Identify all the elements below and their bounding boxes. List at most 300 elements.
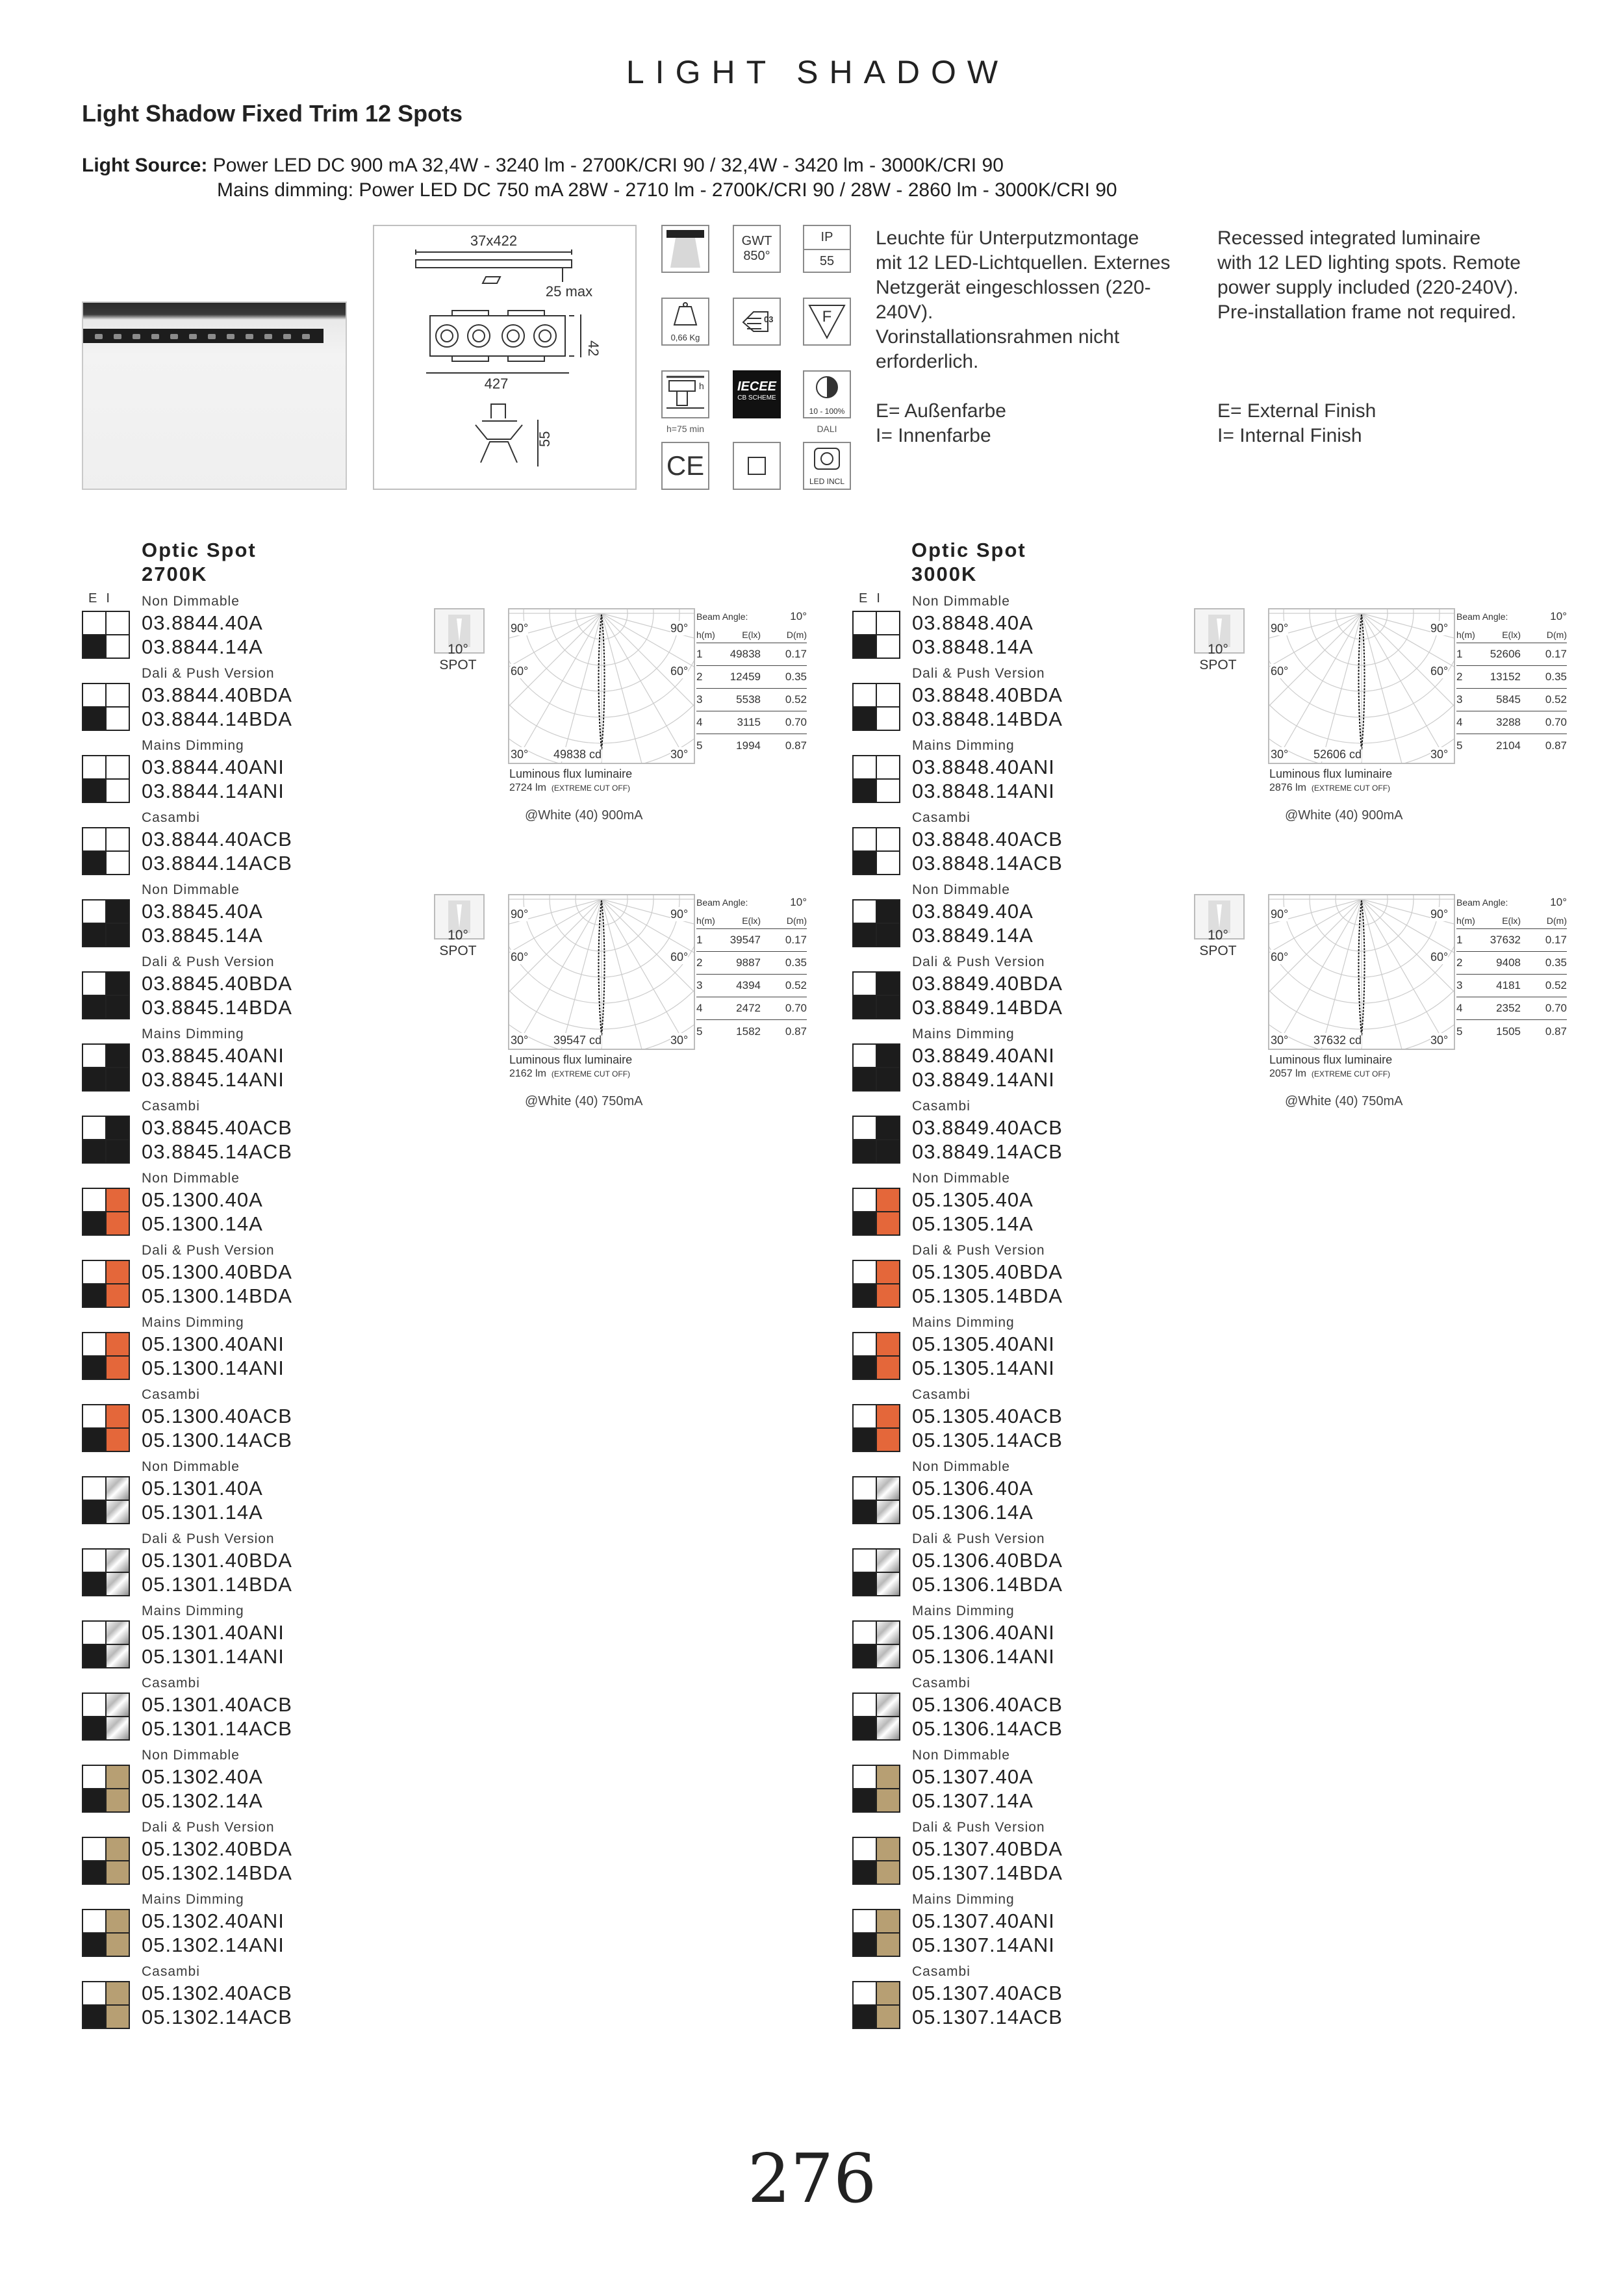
- dim-range: 10 - 100%: [809, 407, 845, 416]
- product-group: [82, 1820, 303, 1885]
- product-row: [82, 1644, 303, 1668]
- finish-swatch: [82, 1043, 130, 1067]
- table-cell: 49838: [730, 648, 761, 660]
- polar-grid: [509, 895, 694, 1049]
- table-row: [696, 975, 807, 997]
- swatch-chrome: [105, 1622, 129, 1644]
- product-row: [82, 899, 303, 923]
- product-row: [852, 1476, 1073, 1500]
- swatch-chrome: [105, 1550, 129, 1572]
- light-source: [82, 153, 1117, 203]
- product-row: [852, 1332, 1073, 1356]
- product-code: 03.8845.40A: [142, 899, 263, 923]
- dimming-type-label: Mains Dimming: [912, 1315, 1015, 1330]
- ip-value: 55: [819, 254, 835, 268]
- swatch-white: [83, 1694, 105, 1716]
- product-group: [82, 954, 303, 1019]
- swatch-white: [83, 1982, 105, 2004]
- product-group: [82, 1027, 303, 1092]
- table-row: [1456, 929, 1567, 952]
- finish-swatch: [82, 1284, 130, 1308]
- swatch-white: [876, 612, 899, 634]
- product-code: 05.1306.14ANI: [912, 1644, 1055, 1668]
- dim-max: 25 max: [545, 283, 593, 300]
- product-code: 05.1302.40ANI: [142, 1909, 285, 1932]
- product-group: [852, 1387, 1073, 1452]
- finish-swatch: [852, 1284, 900, 1308]
- product-row: [82, 1572, 303, 1596]
- swatch-gold: [105, 1982, 129, 2004]
- swatch-copper: [876, 1261, 899, 1283]
- optic-label: Optic Spot: [142, 539, 257, 561]
- table-cell: 5538: [736, 693, 761, 706]
- iecee-label: IECEE: [737, 379, 777, 394]
- description-line: with 12 LED lighting spots. Remote: [1217, 252, 1521, 274]
- product-code: 05.1301.14A: [142, 1500, 263, 1524]
- product-group: [82, 882, 303, 947]
- swatch-white: [876, 708, 899, 730]
- column-header-2700k: [142, 538, 257, 586]
- swatch-white: [83, 1333, 105, 1355]
- table-cell: 12459: [730, 671, 761, 683]
- swatch-black: [83, 1573, 105, 1595]
- product-group: [852, 1603, 1073, 1668]
- beam-chip-angle: 10°: [448, 642, 468, 657]
- dimming-type-label: Mains Dimming: [912, 738, 1015, 753]
- table-cell: 4: [696, 716, 703, 728]
- polar-diagram: [508, 894, 695, 1050]
- product-row: [82, 1212, 303, 1236]
- dimming-type-label: Mains Dimming: [912, 1892, 1015, 1907]
- description-line: I= Innenfarbe: [876, 425, 991, 446]
- table-cell: 9887: [736, 956, 761, 969]
- beam-chip-label: SPOT: [1199, 943, 1237, 958]
- finish-swatch: [852, 851, 900, 875]
- table-cell: 0.17: [1545, 648, 1567, 660]
- product-row: [852, 851, 1073, 875]
- gwt-value: 850°: [743, 249, 770, 263]
- swatch-white: [854, 1117, 876, 1139]
- dimming-type-label: Mains Dimming: [142, 738, 244, 753]
- finish-swatch: [852, 1620, 900, 1644]
- table-row: [1456, 734, 1567, 757]
- table-cell: 1505: [1496, 1025, 1521, 1038]
- product-code: 05.1307.14ACB: [912, 2005, 1063, 2028]
- swatch-copper: [876, 1429, 899, 1451]
- product-code: 05.1306.40ANI: [912, 1620, 1055, 1644]
- swatch-white: [83, 684, 105, 706]
- product-group: [852, 1820, 1073, 1885]
- swatch-white: [876, 828, 899, 850]
- description-line: [1217, 325, 1555, 350]
- swatch-white: [854, 1189, 876, 1211]
- table-cell: 3: [1456, 979, 1463, 991]
- product-row: [852, 1404, 1073, 1428]
- dimming-type-label: Mains Dimming: [912, 1027, 1015, 1041]
- product-code: 05.1301.14ANI: [142, 1644, 285, 1668]
- product-code: 03.8845.14A: [142, 923, 263, 947]
- product-row: [852, 1500, 1073, 1524]
- product-code: 05.1301.14BDA: [142, 1572, 292, 1596]
- product-row: [852, 1212, 1073, 1236]
- table-header: [696, 626, 807, 643]
- finish-swatch: [82, 1789, 130, 1813]
- description-line: Netzgerät eingeschlossen (220-: [876, 277, 1151, 298]
- product-group: [852, 882, 1073, 947]
- product-row: [852, 1909, 1073, 1933]
- operating-note: @White (40) 900mA: [525, 808, 643, 823]
- dimming-type-label: Casambi: [912, 1387, 971, 1402]
- product-group: [852, 810, 1073, 875]
- table-cell: 37632: [1490, 934, 1521, 946]
- finish-swatch: [82, 755, 130, 779]
- product-code: 03.8849.14A: [912, 923, 1034, 947]
- table-row: [696, 952, 807, 975]
- finish-swatch: [82, 1717, 130, 1741]
- product-group: [852, 738, 1073, 803]
- angle-60-right: 60°: [1430, 951, 1449, 964]
- swatch-chrome: [876, 1501, 899, 1523]
- swatch-gold: [876, 1861, 899, 1884]
- swatch-black: [83, 2006, 105, 2028]
- flux-label: Luminous flux luminaire: [509, 767, 633, 780]
- flux-label: Luminous flux luminaire: [1269, 1053, 1393, 1066]
- table-row: [1456, 643, 1567, 666]
- swatch-black: [854, 2006, 876, 2028]
- swatch-black: [83, 1284, 105, 1307]
- dimming-type-label: Casambi: [142, 1099, 200, 1114]
- table-row: [696, 666, 807, 689]
- finish-swatch: [82, 1356, 130, 1380]
- product-row: [852, 1837, 1073, 1861]
- i-label: I: [106, 591, 119, 606]
- description-line: erforderlich.: [876, 351, 979, 372]
- swatch-copper: [876, 1333, 899, 1355]
- swatch-white: [876, 780, 899, 802]
- installation-height-icon: [661, 370, 709, 418]
- swatch-gold: [105, 1789, 129, 1811]
- swatch-chrome: [105, 1573, 129, 1595]
- weight-icon: [661, 298, 709, 346]
- dimming-type-label: Casambi: [912, 1099, 971, 1114]
- polar-diagram: [1268, 894, 1455, 1050]
- product-row: [82, 779, 303, 803]
- finish-swatch: [852, 1188, 900, 1212]
- swatch-chrome: [876, 1645, 899, 1667]
- product-code: 03.8845.14BDA: [142, 995, 292, 1019]
- swatch-black: [876, 1117, 899, 1139]
- dimming-type-label: Dali & Push Version: [142, 1820, 275, 1835]
- iecee-icon: [733, 370, 781, 418]
- table-cell: 0.87: [785, 739, 807, 752]
- product-row: [852, 611, 1073, 635]
- finish-swatch: [82, 1404, 130, 1428]
- finish-swatch: [852, 899, 900, 923]
- product-code: 05.1300.40ANI: [142, 1332, 285, 1355]
- swatch-white: [83, 973, 105, 995]
- illuminance-table: [696, 607, 807, 757]
- table-cell: 0.87: [1545, 1025, 1567, 1038]
- swatch-black: [854, 1429, 876, 1451]
- product-row: [82, 1476, 303, 1500]
- angle-30-right: 30°: [670, 748, 689, 761]
- operating-note: @White (40) 900mA: [1285, 808, 1403, 823]
- flux-label: Luminous flux luminaire: [1269, 767, 1393, 780]
- table-row: [696, 689, 807, 711]
- table-cell: 2: [696, 671, 703, 683]
- cct-label: 2700K: [142, 563, 208, 585]
- product-group: [852, 1315, 1073, 1380]
- product-code: 03.8848.40A: [912, 611, 1034, 634]
- hands-class-icon: [733, 298, 781, 346]
- product-photo: [82, 301, 347, 490]
- swatch-chrome: [876, 1550, 899, 1572]
- cutoff-note: (EXTREME CUT OFF): [551, 1069, 631, 1079]
- swatch-copper: [876, 1405, 899, 1427]
- product-code: 05.1305.14BDA: [912, 1284, 1063, 1307]
- swatch-gold: [105, 1838, 129, 1860]
- light-source-label: Light Source:: [82, 155, 208, 176]
- product-code: 05.1301.40ANI: [142, 1620, 285, 1644]
- dimming-type-label: Mains Dimming: [142, 1027, 244, 1041]
- swatch-white: [876, 684, 899, 706]
- product-row: [852, 1043, 1073, 1067]
- product-code: 03.8845.40ACB: [142, 1116, 292, 1139]
- product-code: 03.8844.40ACB: [142, 827, 292, 850]
- table-cell: 0.70: [785, 716, 807, 728]
- beam-chip-angle: 10°: [1208, 928, 1228, 943]
- product-code: 05.1305.14ANI: [912, 1356, 1055, 1379]
- product-group: [852, 1964, 1073, 2029]
- description-line: I= Internal Finish: [1217, 425, 1362, 446]
- product-group: [82, 1315, 303, 1380]
- table-header-cell: h(m): [1456, 915, 1475, 926]
- beam-chip-label: SPOT: [1199, 658, 1237, 672]
- product-code: 05.1302.40A: [142, 1765, 263, 1788]
- flux-value: [1269, 781, 1390, 795]
- operating-note: @White (40) 750mA: [525, 1094, 643, 1108]
- product-row: [82, 1981, 303, 2005]
- swatch-white: [105, 780, 129, 802]
- product-code: 03.8849.40BDA: [912, 971, 1063, 995]
- product-row: [852, 755, 1073, 779]
- product-row: [82, 635, 303, 659]
- dim-width: 427: [484, 376, 509, 392]
- table-cell: 39547: [730, 934, 761, 946]
- product-code: 05.1302.40BDA: [142, 1837, 292, 1860]
- swatch-black: [105, 1140, 129, 1162]
- product-row: [82, 1067, 303, 1092]
- finish-swatch: [852, 635, 900, 659]
- table-cell: 4: [1456, 716, 1463, 728]
- swatch-white: [876, 756, 899, 778]
- product-row: [852, 1789, 1073, 1813]
- swatch-black: [854, 1501, 876, 1523]
- product-group: [82, 1387, 303, 1452]
- swatch-black: [83, 1717, 105, 1739]
- swatch-white: [854, 612, 876, 634]
- finish-swatch: [852, 1476, 900, 1500]
- dimming-type-label: Casambi: [142, 1387, 200, 1402]
- table-cell: 0.35: [785, 956, 807, 969]
- product-row: [852, 1260, 1073, 1284]
- product-row: [82, 1933, 303, 1957]
- table-header-cell: E(lx): [742, 915, 761, 926]
- product-code: 05.1302.14BDA: [142, 1861, 292, 1884]
- product-code: 05.1305.14A: [912, 1212, 1034, 1235]
- swatch-gold: [876, 1766, 899, 1788]
- product-code: 05.1302.14ACB: [142, 2005, 292, 2028]
- product-row: [82, 1765, 303, 1789]
- table-cell: 1: [696, 934, 703, 946]
- product-row: [852, 1116, 1073, 1140]
- swatch-black: [876, 901, 899, 923]
- swatch-chrome: [105, 1645, 129, 1667]
- angle-90-right: 90°: [670, 908, 689, 921]
- beam-angle-label: Beam Angle:: [1456, 897, 1508, 908]
- finish-swatch: [82, 1116, 130, 1140]
- product-row: [852, 995, 1073, 1019]
- product-row: [82, 1260, 303, 1284]
- swatch-white: [83, 1045, 105, 1067]
- swatch-black: [876, 1045, 899, 1067]
- angle-30-left: 30°: [511, 748, 529, 761]
- finish-swatch: [852, 1500, 900, 1524]
- product-code: 03.8848.40BDA: [912, 683, 1063, 706]
- swatch-copper: [105, 1357, 129, 1379]
- table-cell: 1582: [736, 1025, 761, 1038]
- product-code: 05.1306.40A: [912, 1476, 1034, 1500]
- table-header-cell: h(m): [696, 629, 715, 640]
- product-group: [82, 1748, 303, 1813]
- dimming-type-label: Non Dimmable: [912, 1748, 1010, 1763]
- finish-swatch: [852, 1116, 900, 1140]
- swatch-black: [105, 901, 129, 923]
- dimming-type-label: Non Dimmable: [912, 594, 1010, 609]
- swatch-black: [854, 1717, 876, 1739]
- illuminance-table: [696, 893, 807, 1043]
- spot-light: [114, 334, 121, 339]
- product-code: 05.1306.14ACB: [912, 1717, 1063, 1740]
- description-german: [876, 226, 1200, 448]
- swatch-white: [105, 635, 129, 658]
- finish-swatch: [82, 1500, 130, 1524]
- swatch-white: [83, 901, 105, 923]
- dimming-type-label: Non Dimmable: [912, 1171, 1010, 1186]
- product-group: [852, 1459, 1073, 1524]
- polar-grid: [1269, 895, 1454, 1049]
- swatch-black: [854, 852, 876, 874]
- swatch-black: [854, 1934, 876, 1956]
- product-code: 05.1307.14BDA: [912, 1861, 1063, 1884]
- product-code: 03.8844.14A: [142, 635, 263, 658]
- product-row: [82, 1140, 303, 1164]
- product-row: [82, 1404, 303, 1428]
- swatch-black: [854, 1789, 876, 1811]
- product-code: 05.1307.40ACB: [912, 1981, 1063, 2004]
- product-row: [82, 1861, 303, 1885]
- dimming-type-label: Mains Dimming: [142, 1892, 244, 1907]
- swatch-black: [854, 708, 876, 730]
- flux-label: Luminous flux luminaire: [509, 1053, 633, 1066]
- dimming-icon: [803, 370, 851, 418]
- dimming-type-label: Casambi: [142, 1964, 200, 1979]
- swatch-chrome: [876, 1622, 899, 1644]
- swatch-copper: [876, 1212, 899, 1234]
- table-header-cell: E(lx): [1502, 915, 1521, 926]
- polar-grid: [509, 609, 694, 763]
- swatch-black: [854, 780, 876, 802]
- product-code: 03.8848.14ACB: [912, 851, 1063, 875]
- product-row: [852, 971, 1073, 995]
- product-row: [852, 683, 1073, 707]
- angle-30-left: 30°: [1271, 1034, 1289, 1047]
- swatch-black: [854, 1068, 876, 1090]
- finish-swatch: [852, 1428, 900, 1452]
- spot-light: [189, 334, 197, 339]
- product-code: 03.8844.40BDA: [142, 683, 292, 706]
- table-cell: 5: [696, 1025, 703, 1038]
- swatch-black: [876, 1068, 899, 1090]
- angle-90-left: 90°: [511, 622, 529, 635]
- table-cell: 2352: [1496, 1002, 1521, 1014]
- finish-swatch: [82, 1332, 130, 1356]
- min-height-label: h=75 min: [666, 424, 704, 434]
- swatch-black: [854, 1573, 876, 1595]
- angle-60-left: 60°: [1271, 665, 1289, 678]
- dimming-type-label: Mains Dimming: [912, 1603, 1015, 1618]
- table-cell: 0.52: [1545, 693, 1567, 706]
- product-code: 03.8845.14ACB: [142, 1140, 292, 1163]
- swatch-black: [83, 1212, 105, 1234]
- swatch-white: [854, 973, 876, 995]
- beam-angle-label: Beam Angle:: [696, 897, 748, 908]
- angle-60-right: 60°: [670, 665, 689, 678]
- dimension-drawing: [374, 226, 635, 489]
- swatch-white: [854, 828, 876, 850]
- product-group: [82, 1603, 303, 1668]
- e-label: E: [859, 591, 877, 606]
- i-label: I: [876, 591, 889, 606]
- cutoff-note: (EXTREME CUT OFF): [1311, 784, 1391, 793]
- table-cell: 0.35: [1545, 671, 1567, 683]
- h-mark: h: [699, 381, 704, 391]
- table-row: [696, 711, 807, 734]
- product-group: [852, 1099, 1073, 1164]
- angle-30-left: 30°: [1271, 748, 1289, 761]
- product-code: 05.1305.40BDA: [912, 1260, 1063, 1283]
- table-cell: 0.52: [1545, 979, 1567, 991]
- product-row: [852, 923, 1073, 947]
- product-code: 03.8849.40ANI: [912, 1043, 1055, 1067]
- table-row: [1456, 997, 1567, 1020]
- swatch-black: [83, 1429, 105, 1451]
- product-code: 05.1302.14A: [142, 1789, 263, 1812]
- swatch-black: [854, 1861, 876, 1884]
- product-group: [852, 954, 1073, 1019]
- product-group: [82, 1531, 303, 1596]
- swatch-white: [854, 1982, 876, 2004]
- product-row: [852, 1765, 1073, 1789]
- f-mark-icon: [803, 298, 851, 346]
- swatch-gold: [105, 1910, 129, 1932]
- angle-30-right: 30°: [1430, 748, 1449, 761]
- table-header: [1456, 912, 1567, 929]
- product-row: [852, 1067, 1073, 1092]
- product-group: [82, 1676, 303, 1741]
- product-row: [82, 1548, 303, 1572]
- dimming-type-label: Dali & Push Version: [142, 954, 275, 969]
